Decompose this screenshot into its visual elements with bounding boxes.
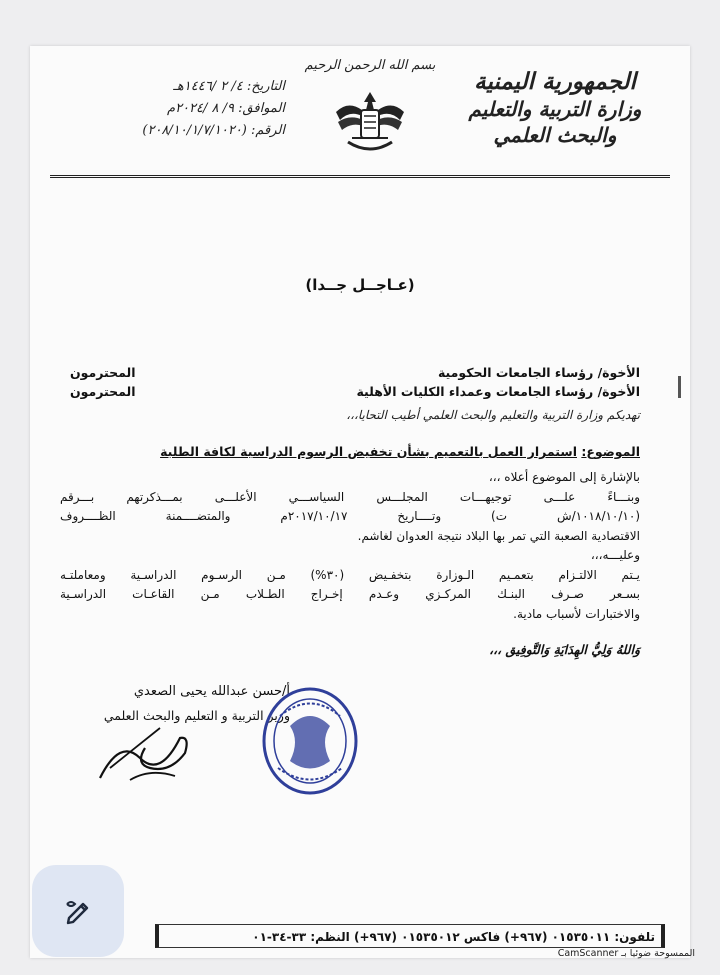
body-line: الاقتصادية الصعبة التي تمر بها البلاد نتيجة العدوان لغاشم. bbox=[357, 528, 640, 543]
yemen-eagle-emblem-icon bbox=[330, 86, 410, 158]
ministry-round-seal-icon bbox=[260, 686, 360, 796]
urgent-label: (عـاجــل جــدا) bbox=[305, 276, 415, 294]
contact-footer: تلفون: ٠١٥٣٥٠١١ (٩٦٧+) فاكس ٠١٥٣٥٠١٢ (٩٦٧+) النظم: ٣٣-٣٤-٠١ bbox=[155, 924, 665, 948]
addressee-text: الأخوة/ رؤساء الجامعات وعمداء الكليات الأهلية bbox=[356, 384, 640, 399]
signatory-title: وزير التربية و التعليم والبحث العلمي bbox=[103, 708, 290, 723]
letter-body bbox=[60, 468, 640, 624]
basmala: بسم الله الرحمن الرحيم bbox=[304, 58, 436, 73]
body-line: بسـعر صـرف البنـك المركـزي وعـدم إخـراج الطـلاب مـن القاعـات الدراسـية bbox=[60, 587, 640, 601]
addressee-row bbox=[70, 383, 640, 401]
page-edge-mark bbox=[678, 376, 681, 398]
subject-line bbox=[60, 444, 640, 459]
body-line: يـتم الالتـزام بتعمـيم الـوزارة بتخفـيض (٣٠%) مـن الرسـوم الدراسـية ومعاملتـه bbox=[60, 567, 640, 582]
ministry-name: وزارة التربية والتعليم والبحث العلمي bbox=[468, 97, 642, 147]
addressee-text: الأخوة/ رؤساء الجامعات الحكومية bbox=[437, 365, 640, 380]
ministry-header bbox=[450, 68, 660, 148]
signatory-name: أ/حسن عبدالله يحيى الصعدي bbox=[133, 684, 290, 699]
body-line: وبنـــاءً علـــى توجيهـــات المجلـــس السياســـي الأعلـــى بمـــذكرتهم بـــرقم bbox=[60, 489, 640, 504]
honorific: المحترمون bbox=[70, 384, 136, 399]
date-hijri: التاريخ: ٤/ ٢ /١٤٤٦هـ bbox=[173, 79, 285, 94]
closing-phrase: وَاللهُ وَلِيُّ الهِدَايَةِ وَالتَّوفِيق ،،، bbox=[489, 642, 640, 657]
subject-text: استمرار العمل بالتعميم بشأن تخفيض الرسوم الدراسية لكافة الطلبة bbox=[160, 444, 577, 459]
body-line: (١٠١٨/١٠/١٠/ش ت) وتــــاريخ ٢٠١٧/١٠/١٧م والمتضــــمنة الظــــروف bbox=[60, 509, 640, 523]
body-line: والاختبارات لأسباب مادية. bbox=[513, 606, 640, 621]
greeting: تهديكم وزارة التربية والتعليم والبحث العلمي أطيب التحايا،،، bbox=[346, 408, 640, 422]
addressee-row bbox=[70, 364, 640, 382]
edit-button[interactable] bbox=[32, 865, 124, 957]
honorific: المحترمون bbox=[70, 365, 136, 380]
body-line: وعليـــه،،، bbox=[590, 548, 640, 562]
header-divider bbox=[50, 175, 670, 178]
reference-number: الرقم: (٢٠٨/١٠/١/٧/١٠٢٠) bbox=[142, 123, 285, 138]
body-line: بالإشارة إلى الموضوع أعلاه ،،، bbox=[488, 470, 640, 484]
letter-page bbox=[30, 46, 690, 958]
letter-meta bbox=[75, 76, 285, 142]
date-gregorian: الموافق: ٩/ ٨ /٢٠٢٤م bbox=[167, 101, 285, 116]
scanner-watermark: الممسوحة ضوئيا بـ CamScanner bbox=[557, 948, 695, 959]
handwritten-signature bbox=[90, 718, 210, 788]
subject-label: الموضوع: bbox=[581, 444, 640, 459]
republic-name: الجمهورية اليمنية bbox=[474, 68, 636, 95]
pencil-edit-icon bbox=[61, 894, 95, 928]
